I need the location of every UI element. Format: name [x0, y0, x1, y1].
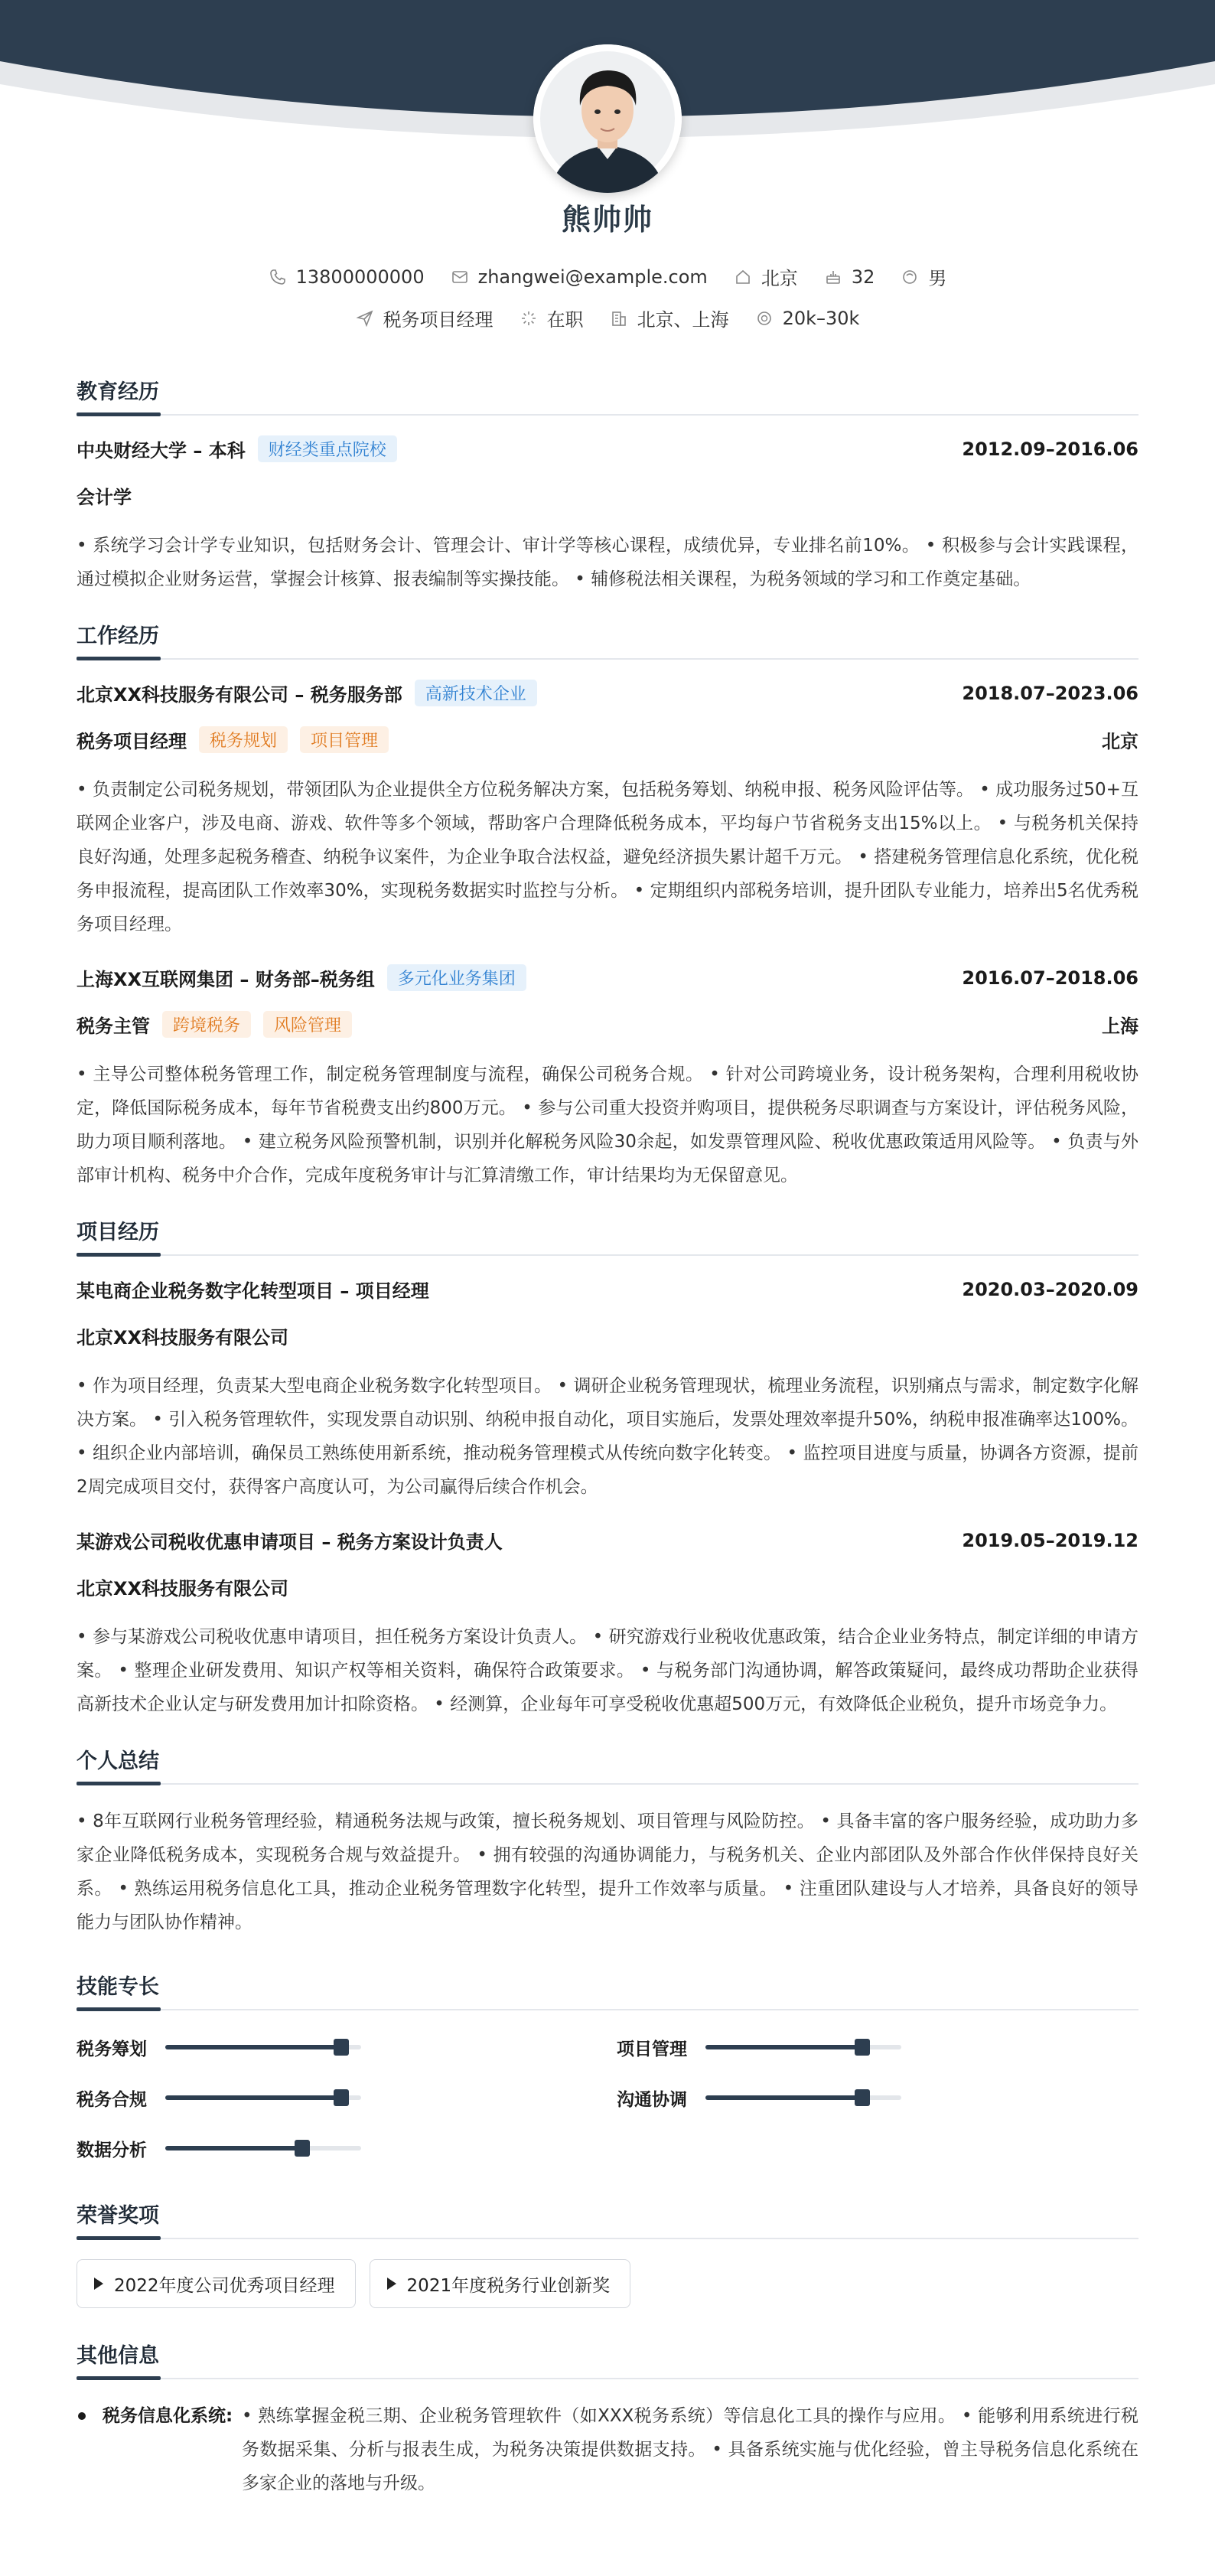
- skill-bar: [705, 2045, 901, 2049]
- projects-title: 项目经历: [77, 1215, 1138, 1256]
- project-name: 某电商企业税务数字化转型项目 – 项目经理: [77, 1280, 429, 1302]
- work-header: [77, 964, 1138, 991]
- email-info: [451, 266, 708, 288]
- award-text: 2022年度公司优秀项目经理: [114, 2275, 335, 2296]
- education-title: 教育经历: [77, 375, 1138, 416]
- skill-name: 税务筹划: [77, 2039, 147, 2059]
- send-icon: [356, 309, 374, 328]
- skill-bar: [165, 2146, 361, 2150]
- play-icon: [387, 2278, 396, 2290]
- skill-knob: [334, 2039, 349, 2056]
- coin-icon: [755, 309, 774, 328]
- projects-section: [77, 1215, 1138, 1721]
- role-name: 税务主管: [77, 1016, 150, 1037]
- project-period: 2019.05–2019.12: [962, 1529, 1138, 1551]
- job-info-row: [0, 305, 1215, 331]
- work-desc: • 主导公司整体税务管理工作，制定税务管理制度与流程，确保公司税务合规。 • 针对公司跨境业务，设计税务架构，合理利用税收协定，降低国际税务成本，每年节省税费支出约800万元。 • 参与公司重大投资并购项目，提供税务尽职调查与方案设计，评估税务风险，助力项目顺利落地。 • 建立税务风险预警机制，识别并化解税务风险30余起，如发票管理风险、税收优惠政策适用风险等。 • 负责与外部审计机构、税务中介合作，完成年度税务审计与汇算清缴工作，审计结果均为无保留意见。: [77, 1065, 1138, 1185]
- status-text: 在职: [546, 309, 584, 331]
- resume-content: [77, 375, 1138, 2519]
- skill-name: 沟通协调: [617, 2089, 687, 2110]
- project-org-line: [77, 1322, 1138, 1349]
- phone-icon: [269, 268, 287, 286]
- loading-icon: [520, 309, 538, 328]
- skill-fill: [705, 2045, 862, 2049]
- company-name: 上海XX互联网集团 – 财务部–税务组: [77, 969, 375, 990]
- role-line: [77, 726, 1138, 753]
- hometown-info: [734, 263, 798, 290]
- award-chip: [370, 2259, 631, 2308]
- project-period: 2020.03–2020.09: [962, 1278, 1138, 1300]
- contact-info-row: [0, 263, 1215, 290]
- skill-bar: [165, 2095, 361, 2100]
- phone-info: [269, 266, 425, 288]
- skill-fill: [705, 2095, 862, 2100]
- skill-item: [617, 2084, 1138, 2111]
- home-icon: [734, 268, 752, 286]
- role-name: 税务项目经理: [77, 731, 187, 752]
- salary-info: [755, 308, 860, 329]
- awards-list: [77, 2259, 1138, 2308]
- play-icon: [94, 2278, 103, 2290]
- education-header: [77, 435, 1138, 462]
- skill-item: [77, 2033, 617, 2061]
- status-info: [520, 305, 584, 331]
- project-entry: [77, 1527, 1138, 1721]
- skill-fill: [165, 2045, 341, 2049]
- age-info: [824, 266, 875, 288]
- skill-item: [77, 2134, 617, 2162]
- education-section: [77, 375, 1138, 596]
- skill-knob: [334, 2089, 349, 2106]
- company-tag: 高新技术企业: [415, 680, 537, 706]
- work-period: 2018.07–2023.06: [962, 682, 1138, 704]
- skill-name: 数据分析: [77, 2140, 147, 2160]
- skill-item: [77, 2084, 617, 2111]
- summary-text: • 8年互联网行业税务管理经验，精通税务法规与政策，擅长税务规划、项目管理与风险防控。 • 具备丰富的客户服务经验，成功助力多家企业降低税务成本，实现税务合规与效益提升。 • 拥有较强的沟通协调能力，与税务机关、企业内部团队及外部合作伙伴保持良好关系。 • 熟练运用税务信息化工具，推动企业税务管理数字化转型，提升工作效率与质量。 • 注重团队建设与人才培养，具备良好的领导能力与团队协作精神。: [77, 1811, 1138, 1932]
- work-title: 工作经历: [77, 619, 1138, 660]
- salary-text: 20k–30k: [782, 307, 860, 329]
- skill-knob: [855, 2039, 870, 2056]
- skill-knob: [855, 2089, 870, 2106]
- job-title-text: 税务项目经理: [383, 309, 493, 331]
- skill-name: 项目管理: [617, 2039, 687, 2059]
- work-period: 2016.07–2018.06: [962, 967, 1138, 989]
- project-org-line: [77, 1573, 1138, 1600]
- role-tag: 项目管理: [300, 726, 389, 753]
- cake-icon: [824, 268, 842, 286]
- project-desc: • 作为项目经理，负责某大型电商企业税务数字化转型项目。 • 调研企业税务管理现状，梳理业务流程，识别痛点与需求，制定数字化解决方案。 • 引入税务管理软件，实现发票自动识别、纳税申报自动化，项目实施后，发票处理效率提升50%，纳税申报准确率达100%。 • 组织企业内部培训，确保员工熟练使用新系统，推动税务管理模式从传统向数字化转变。 • 监控项目进度与质量，协调各方资源，提前2周完成项目交付，获得客户高度认可，为公司赢得后续合作机会。: [77, 1376, 1138, 1497]
- major-name: 会计学: [77, 487, 132, 508]
- award-text: 2021年度税务行业创新奖: [406, 2275, 611, 2296]
- gender-text: 男: [928, 268, 947, 289]
- award-chip: [77, 2259, 356, 2308]
- email-text: zhangwei@example.com: [477, 266, 708, 288]
- candidate-name: 熊帅帅: [561, 203, 653, 236]
- project-entry: [77, 1276, 1138, 1504]
- target-city-text: 北京、上海: [637, 309, 729, 331]
- project-org: 北京XX科技服务有限公司: [77, 1578, 289, 1599]
- project-header: [77, 1276, 1138, 1303]
- job-title-info: [356, 305, 493, 331]
- company-tag: 多元化业务集团: [387, 964, 526, 991]
- other-title: 其他信息: [77, 2339, 1138, 2379]
- education-period: 2012.09–2016.06: [962, 438, 1138, 460]
- work-city: 北京: [1102, 731, 1138, 752]
- project-name: 某游戏公司税收优惠申请项目 – 税务方案设计负责人: [77, 1531, 503, 1553]
- target-city-info: [610, 305, 729, 331]
- skill-bar: [165, 2045, 361, 2049]
- school-tag: 财经类重点院校: [258, 435, 397, 462]
- building-icon: [610, 309, 628, 328]
- skill-fill: [165, 2146, 302, 2150]
- project-org: 北京XX科技服务有限公司: [77, 1327, 289, 1348]
- role-tag: 风险管理: [263, 1011, 352, 1038]
- skill-knob: [295, 2140, 310, 2157]
- summary-title: 个人总结: [77, 1744, 1138, 1785]
- role-line: [77, 1011, 1138, 1038]
- work-desc: • 负责制定公司税务规划，带领团队为企业提供全方位税务解决方案，包括税务筹划、纳税申报、税务风险评估等。 • 成功服务过50+互联网企业客户，涉及电商、游戏、软件等多个领域，帮助客户合理降低税务成本，平均每户节省税务支出15%以上。 • 与税务机关保持良好沟通，处理多起税务稽查、纳税争议案件，为企业争取合法权益，避免经济损失累计超千万元。 • 搭建税务管理信息化系统，优化税务申报流程，提高团队工作效率30%，实现税务数据实时监控与分析。 • 定期组织内部税务培训，提升团队专业能力，培养出5名优秀税务项目经理。: [77, 780, 1138, 934]
- awards-title: 荣誉奖项: [77, 2199, 1138, 2239]
- skills-section: [77, 1970, 1138, 2162]
- skill-fill: [165, 2095, 341, 2100]
- avatar: [533, 44, 682, 193]
- education-desc: • 系统学习会计学专业知识，包括财务会计、管理会计、审计学等核心课程，成绩优异，专业排名前10%。 • 积极参与会计实践课程，通过模拟企业财务运营，掌握会计核算、报表编制等实操技能。 • 辅修税法相关课程，为税务领域的学习和工作奠定基础。: [77, 536, 1138, 589]
- work-entry: [77, 680, 1138, 941]
- school-name: 中央财经大学 – 本科: [77, 440, 246, 461]
- company-name: 北京XX科技服务有限公司 – 税务服务部: [77, 684, 402, 706]
- skills-grid: [77, 2030, 1138, 2162]
- work-section: [77, 619, 1138, 1192]
- other-label: 税务信息化系统:: [103, 2406, 233, 2426]
- awards-section: [77, 2199, 1138, 2308]
- education-entry: [77, 435, 1138, 596]
- role-tag: 跨境税务: [162, 1011, 251, 1038]
- work-city: 上海: [1102, 1016, 1138, 1037]
- gender-icon: [901, 268, 919, 286]
- gender-info: [901, 263, 946, 290]
- other-item: [77, 2399, 1138, 2500]
- skills-title: 技能专长: [77, 1970, 1138, 2010]
- role-tag: 税务规划: [199, 726, 288, 753]
- hometown-text: 北京: [761, 268, 798, 289]
- major-line: [77, 482, 1138, 509]
- bullet-icon: [78, 2412, 86, 2420]
- project-header: [77, 1527, 1138, 1554]
- work-entry: [77, 964, 1138, 1192]
- project-desc: • 参与某游戏公司税收优惠申请项目，担任税务方案设计负责人。 • 研究游戏行业税收优惠政策，结合企业业务特点，制定详细的申请方案。 • 整理企业研发费用、知识产权等相关资料，确保符合政策要求。 • 与税务部门沟通协调，解答政策疑问，最终成功帮助企业获得高新技术企业认定与研发费用加计扣除资格。 • 经测算，企业每年可享受税收优惠超500万元，有效降低企业税负，提升市场竞争力。: [77, 1627, 1138, 1714]
- work-header: [77, 680, 1138, 706]
- phone-text: 13800000000: [295, 266, 425, 288]
- age-text: 32: [851, 266, 875, 288]
- mail-icon: [451, 268, 469, 286]
- other-section: [77, 2339, 1138, 2500]
- skill-item: [617, 2033, 1138, 2061]
- other-text: • 熟练掌握金税三期、企业税务管理软件（如XXX税务系统）等信息化工具的操作与应用。 • 能够利用系统进行税务数据采集、分析与报表生成，为税务决策提供数据支持。 • 具备系统实施与优化经验，曾主导税务信息化系统在多家企业的落地与升级。: [242, 2406, 1138, 2493]
- summary-section: [77, 1744, 1138, 1939]
- skill-name: 税务合规: [77, 2089, 147, 2110]
- skill-bar: [705, 2095, 901, 2100]
